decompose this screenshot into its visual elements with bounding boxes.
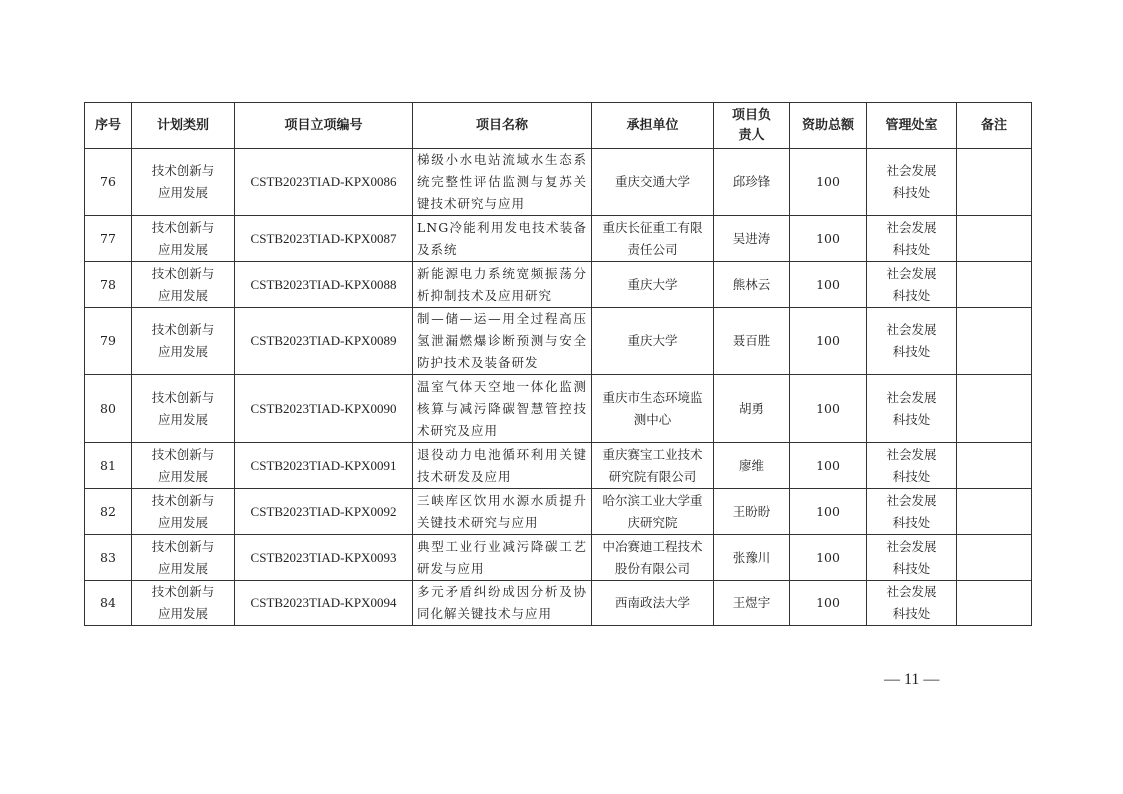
cell-leader: 邱珍锋 xyxy=(714,149,790,216)
cell-amount: 100 xyxy=(790,262,867,308)
cell-category: 技术创新与应用发展 xyxy=(132,443,235,489)
cell-code: CSTB2023TIAD-KPX0091 xyxy=(235,443,413,489)
header-col-code: 项目立项编号 xyxy=(235,103,413,149)
cell-name: 温室气体天空地一体化监测核算与减污降碳智慧管控技术研究及应用 xyxy=(413,375,592,443)
cell-office: 社会发展科技处 xyxy=(867,443,957,489)
cell-note xyxy=(957,308,1032,375)
project-table xyxy=(84,102,1032,626)
header-col-note: 备注 xyxy=(957,103,1032,149)
cell-note xyxy=(957,581,1032,626)
cell-note xyxy=(957,443,1032,489)
cell-category: 技术创新与应用发展 xyxy=(132,535,235,581)
cell-office: 社会发展科技处 xyxy=(867,375,957,443)
cell-unit: 重庆大学 xyxy=(592,308,714,375)
cell-amount: 100 xyxy=(790,308,867,375)
cell-name: 梯级小水电站流域水生态系统完整性评估监测与复苏关键技术研究与应用 xyxy=(413,149,592,216)
cell-amount: 100 xyxy=(790,216,867,262)
cell-unit: 重庆长征重工有限责任公司 xyxy=(592,216,714,262)
cell-leader: 王盼盼 xyxy=(714,489,790,535)
table-row xyxy=(85,375,1032,443)
cell-category: 技术创新与应用发展 xyxy=(132,149,235,216)
cell-note xyxy=(957,489,1032,535)
header-col-category: 计划类别 xyxy=(132,103,235,149)
cell-note xyxy=(957,535,1032,581)
header-col-no: 序号 xyxy=(85,103,132,149)
header-col-leader: 项目负责人 xyxy=(714,103,790,149)
cell-no: 76 xyxy=(85,149,132,216)
cell-office: 社会发展科技处 xyxy=(867,581,957,626)
cell-leader: 王煜宇 xyxy=(714,581,790,626)
cell-name: LNG冷能利用发电技术装备及系统 xyxy=(413,216,592,262)
cell-note xyxy=(957,216,1032,262)
cell-unit: 重庆赛宝工业技术研究院有限公司 xyxy=(592,443,714,489)
cell-unit: 哈尔滨工业大学重庆研究院 xyxy=(592,489,714,535)
cell-amount: 100 xyxy=(790,489,867,535)
cell-code: CSTB2023TIAD-KPX0086 xyxy=(235,149,413,216)
cell-amount: 100 xyxy=(790,375,867,443)
header-col-office: 管理处室 xyxy=(867,103,957,149)
table-row xyxy=(85,262,1032,308)
cell-category: 技术创新与应用发展 xyxy=(132,262,235,308)
table-row xyxy=(85,149,1032,216)
cell-code: CSTB2023TIAD-KPX0087 xyxy=(235,216,413,262)
cell-amount: 100 xyxy=(790,443,867,489)
cell-amount: 100 xyxy=(790,535,867,581)
cell-code: CSTB2023TIAD-KPX0093 xyxy=(235,535,413,581)
cell-no: 83 xyxy=(85,535,132,581)
cell-code: CSTB2023TIAD-KPX0088 xyxy=(235,262,413,308)
table-header-row xyxy=(85,103,1032,149)
cell-category: 技术创新与应用发展 xyxy=(132,489,235,535)
header-col-unit: 承担单位 xyxy=(592,103,714,149)
page-number: — 11 — xyxy=(884,671,940,688)
cell-no: 78 xyxy=(85,262,132,308)
cell-office: 社会发展科技处 xyxy=(867,216,957,262)
cell-unit: 重庆市生态环境监测中心 xyxy=(592,375,714,443)
cell-unit: 中冶赛迪工程技术股份有限公司 xyxy=(592,535,714,581)
cell-office: 社会发展科技处 xyxy=(867,149,957,216)
cell-office: 社会发展科技处 xyxy=(867,308,957,375)
cell-leader: 吴进涛 xyxy=(714,216,790,262)
header-col-name: 项目名称 xyxy=(413,103,592,149)
cell-category: 技术创新与应用发展 xyxy=(132,216,235,262)
cell-no: 81 xyxy=(85,443,132,489)
cell-code: CSTB2023TIAD-KPX0089 xyxy=(235,308,413,375)
cell-no: 84 xyxy=(85,581,132,626)
cell-category: 技术创新与应用发展 xyxy=(132,581,235,626)
table-row xyxy=(85,443,1032,489)
cell-note xyxy=(957,149,1032,216)
cell-no: 79 xyxy=(85,308,132,375)
cell-no: 77 xyxy=(85,216,132,262)
cell-leader: 胡勇 xyxy=(714,375,790,443)
table-row xyxy=(85,535,1032,581)
cell-category: 技术创新与应用发展 xyxy=(132,375,235,443)
cell-unit: 重庆大学 xyxy=(592,262,714,308)
header-col-amount: 资助总额 xyxy=(790,103,867,149)
table-row xyxy=(85,581,1032,626)
cell-leader: 廖维 xyxy=(714,443,790,489)
cell-note xyxy=(957,375,1032,443)
table-row xyxy=(85,216,1032,262)
cell-note xyxy=(957,262,1032,308)
cell-code: CSTB2023TIAD-KPX0094 xyxy=(235,581,413,626)
cell-leader: 聂百胜 xyxy=(714,308,790,375)
cell-name: 退役动力电池循环利用关键技术研发及应用 xyxy=(413,443,592,489)
table-row xyxy=(85,308,1032,375)
cell-office: 社会发展科技处 xyxy=(867,489,957,535)
cell-amount: 100 xyxy=(790,581,867,626)
cell-no: 82 xyxy=(85,489,132,535)
cell-no: 80 xyxy=(85,375,132,443)
cell-amount: 100 xyxy=(790,149,867,216)
cell-code: CSTB2023TIAD-KPX0092 xyxy=(235,489,413,535)
cell-office: 社会发展科技处 xyxy=(867,535,957,581)
cell-code: CSTB2023TIAD-KPX0090 xyxy=(235,375,413,443)
cell-category: 技术创新与应用发展 xyxy=(132,308,235,375)
cell-unit: 西南政法大学 xyxy=(592,581,714,626)
cell-name: 三峡库区饮用水源水质提升关键技术研究与应用 xyxy=(413,489,592,535)
cell-leader: 熊林云 xyxy=(714,262,790,308)
table-row xyxy=(85,489,1032,535)
cell-unit: 重庆交通大学 xyxy=(592,149,714,216)
cell-name: 多元矛盾纠纷成因分析及协同化解关键技术与应用 xyxy=(413,581,592,626)
cell-name: 制—储—运—用全过程高压氢泄漏燃爆诊断预测与安全防护技术及装备研发 xyxy=(413,308,592,375)
cell-office: 社会发展科技处 xyxy=(867,262,957,308)
cell-name: 新能源电力系统宽频振荡分析抑制技术及应用研究 xyxy=(413,262,592,308)
cell-leader: 张豫川 xyxy=(714,535,790,581)
cell-name: 典型工业行业减污降碳工艺研发与应用 xyxy=(413,535,592,581)
